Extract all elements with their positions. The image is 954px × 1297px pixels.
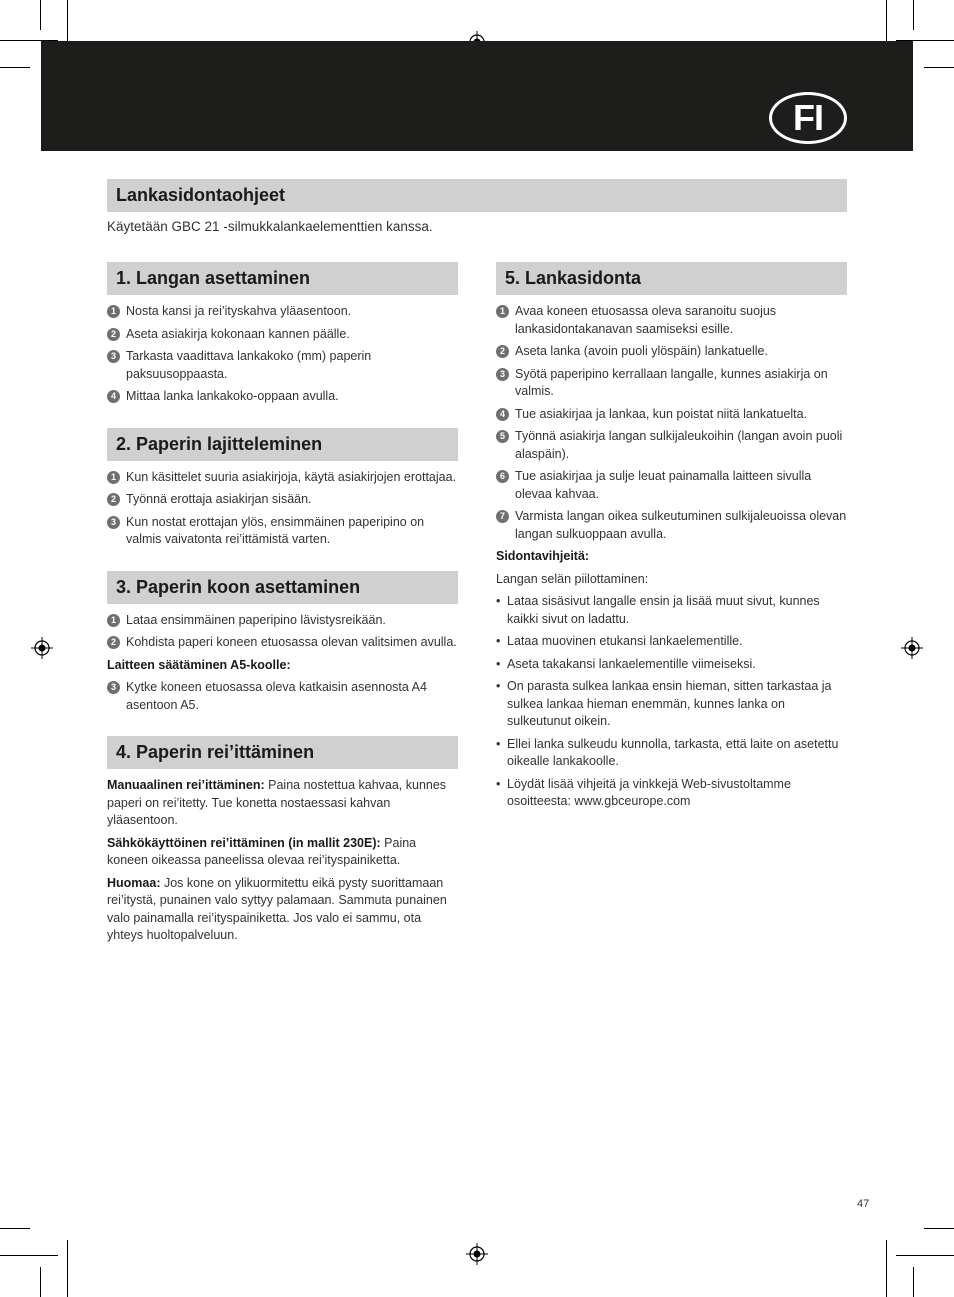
paragraph-label: Manuaalinen rei’ittäminen:: [107, 778, 265, 792]
step-number-icon: 1: [107, 614, 120, 627]
crop-mark: [913, 1267, 914, 1297]
step-item: [107, 469, 458, 487]
step-text: Kohdista paperi koneen etuosassa olevan valitsimen avulla.: [126, 635, 457, 649]
paragraph: [107, 835, 458, 870]
section-heading: 5. Lankasidonta: [496, 262, 847, 295]
paragraph-text: Paina nostettua kahvaa, kunnes paperi on rei’itetty. Tue konetta nostaessasi kahvan yläasentoon.: [107, 778, 447, 827]
step-item: [107, 514, 458, 549]
intro-text: Käytetään GBC 21 -silmukkalankaelementtien kanssa.: [107, 219, 433, 234]
paragraph: [107, 875, 458, 945]
step-item: [496, 406, 847, 424]
section-heading: 1. Langan asettaminen: [107, 262, 458, 295]
step-item: [107, 634, 458, 652]
step-item: [107, 491, 458, 509]
tip-item: • On parasta sulkea lankaa ensin hieman, sitten tarkastaa ja sulkea lankaa hieman enemmän, kunnes lanka on sulkeutunut oikein.: [496, 678, 847, 731]
step-number-icon: 1: [496, 305, 509, 318]
step-number-icon: 7: [496, 510, 509, 523]
step-number-icon: 1: [107, 471, 120, 484]
crop-mark: [0, 67, 30, 68]
crop-mark: [913, 0, 914, 30]
step-text: Avaa koneen etuosassa oleva saranoitu suojus lankasidontakanavan saamiseksi esille.: [515, 304, 777, 336]
tip-item: • Lataa sisäsivut langalle ensin ja lisää muut sivut, kunnes kaikki sivut on ladattu.: [496, 593, 847, 628]
section-heading: 2. Paperin lajitteleminen: [107, 428, 458, 461]
step-text: Työnnä asiakirja langan sulkijaleukoihin (langan avoin puoli alaspäin).: [515, 429, 843, 461]
crop-mark: [40, 1267, 41, 1297]
section-heading: 4. Paperin rei’ittäminen: [107, 736, 458, 769]
step-number-icon: 4: [496, 408, 509, 421]
tip-item: • Löydät lisää vihjeitä ja vinkkejä Web-sivustoltamme osoitteesta: www.gbceurope.com: [496, 776, 847, 811]
crop-mark: [0, 1228, 30, 1229]
step-number-icon: 3: [107, 681, 120, 694]
step-text: Syötä paperipino kerrallaan langalle, kunnes asiakirja on valmis.: [515, 366, 828, 398]
crop-mark: [924, 67, 954, 68]
step-text: Aseta lanka (avoin puoli ylöspäin) lankatuelle.: [515, 344, 768, 358]
registration-mark-icon: [31, 637, 53, 659]
registration-mark-icon: [901, 637, 923, 659]
step-text: Kun nostat erottajan ylös, ensimmäinen paperipino on valmis vaivatonta rei’ittämistä varten.: [126, 514, 425, 546]
step-number-icon: 2: [107, 636, 120, 649]
crop-mark: [886, 1240, 887, 1297]
page-number: 47: [857, 1198, 870, 1210]
tip-item: • Aseta takakansi lankaelementille viimeiseksi.: [496, 656, 847, 674]
paragraph-label: Sähkökäyttöinen rei’ittäminen (in mallit 230E):: [107, 835, 381, 850]
step-number-icon: 4: [107, 390, 120, 403]
step-number-icon: 3: [496, 368, 509, 381]
step-text: Tarkasta vaadittava lankakoko (mm) paperin paksuusoppaasta.: [126, 349, 372, 381]
tips-intro: Langan selän piilottaminen:: [496, 571, 649, 586]
step-text: Kytke koneen etuosassa oleva katkaisin asennosta A4 asentoon A5.: [126, 680, 427, 712]
page-title: Lankasidontaohjeet: [107, 179, 847, 212]
step-item: [107, 679, 458, 714]
step-number-icon: 2: [496, 345, 509, 358]
step-text: Varmista langan oikea sulkeutuminen sulkijaleuoissa olevan langan sulkuoppaan avulla.: [515, 509, 847, 541]
paragraph: [107, 777, 458, 830]
step-item: [496, 428, 847, 463]
step-item: [496, 366, 847, 401]
crop-mark: [924, 1228, 954, 1229]
step-number-icon: 3: [107, 350, 120, 363]
step-text: Aseta asiakirja kokonaan kannen päälle.: [126, 326, 350, 341]
step-text: Tue asiakirjaa ja lankaa, kun poistat niitä lankatuelta.: [515, 406, 808, 421]
step-item: [107, 388, 458, 406]
section-heading: 3. Paperin koon asettaminen: [107, 571, 458, 604]
step-number-icon: 5: [496, 430, 509, 443]
step-item: [496, 468, 847, 503]
section-3: [107, 571, 458, 715]
step-text: Tue asiakirjaa ja sulje leuat painamalla laitteen sivulla olevaa kahvaa.: [515, 469, 812, 501]
section-2: [107, 428, 458, 549]
step-item: [496, 343, 847, 361]
paragraph-label: Huomaa:: [107, 875, 161, 890]
step-item: [496, 303, 847, 338]
tip-item: • Ellei lanka sulkeudu kunnolla, tarkasta, että laite on asetettu oikealle lankakoolle.: [496, 736, 847, 771]
step-item: [107, 326, 458, 344]
step-number-icon: 2: [107, 493, 120, 506]
section-1: [107, 262, 458, 406]
step-number-icon: 2: [107, 328, 120, 341]
tip-item: • Lataa muovinen etukansi lankaelementille.: [496, 633, 847, 651]
crop-mark: [67, 1240, 68, 1297]
step-item: [496, 508, 847, 543]
step-item: [107, 612, 458, 630]
step-text: Lataa ensimmäinen paperipino lävistysreikään.: [126, 612, 386, 627]
paragraph-text: Paina koneen oikeassa paneelissa olevaa rei’ityspainiketta.: [107, 835, 417, 867]
step-number-icon: 1: [107, 305, 120, 318]
step-item: [107, 348, 458, 383]
step-text: Nosta kansi ja rei’ityskahva yläasentoon.: [126, 304, 352, 318]
step-number-icon: 6: [496, 470, 509, 483]
crop-mark: [0, 1255, 58, 1256]
step-text: Mittaa lanka lankakoko-oppaan avulla.: [126, 389, 339, 403]
right-column: [496, 262, 847, 833]
language-badge: FI: [769, 92, 847, 144]
paragraph-text: Jos kone on ylikuormitettu eikä pysty suorittamaan rei’itystä, punainen valo syttyy palamaan. Sammuta punainen valo painamalla rei’ityspainiketta. Jos valo ei sammu, ota yhteys huoltopalveluun.: [107, 875, 447, 942]
tips-heading: Sidontavihjeitä:: [496, 549, 590, 563]
step-text: Työnnä erottaja asiakirjan sisään.: [126, 492, 312, 506]
crop-mark: [40, 0, 41, 30]
section-5: [496, 262, 847, 811]
subheading: Laitteen säätäminen A5-koolle:: [107, 657, 291, 672]
step-text: Kun käsittelet suuria asiakirjoja, käytä asiakirjojen erottajaa.: [126, 469, 457, 484]
crop-mark: [896, 1255, 954, 1256]
section-4: [107, 736, 458, 945]
step-number-icon: 3: [107, 516, 120, 529]
left-column: [107, 262, 458, 967]
registration-mark-icon: [466, 1243, 488, 1265]
step-item: [107, 303, 458, 321]
